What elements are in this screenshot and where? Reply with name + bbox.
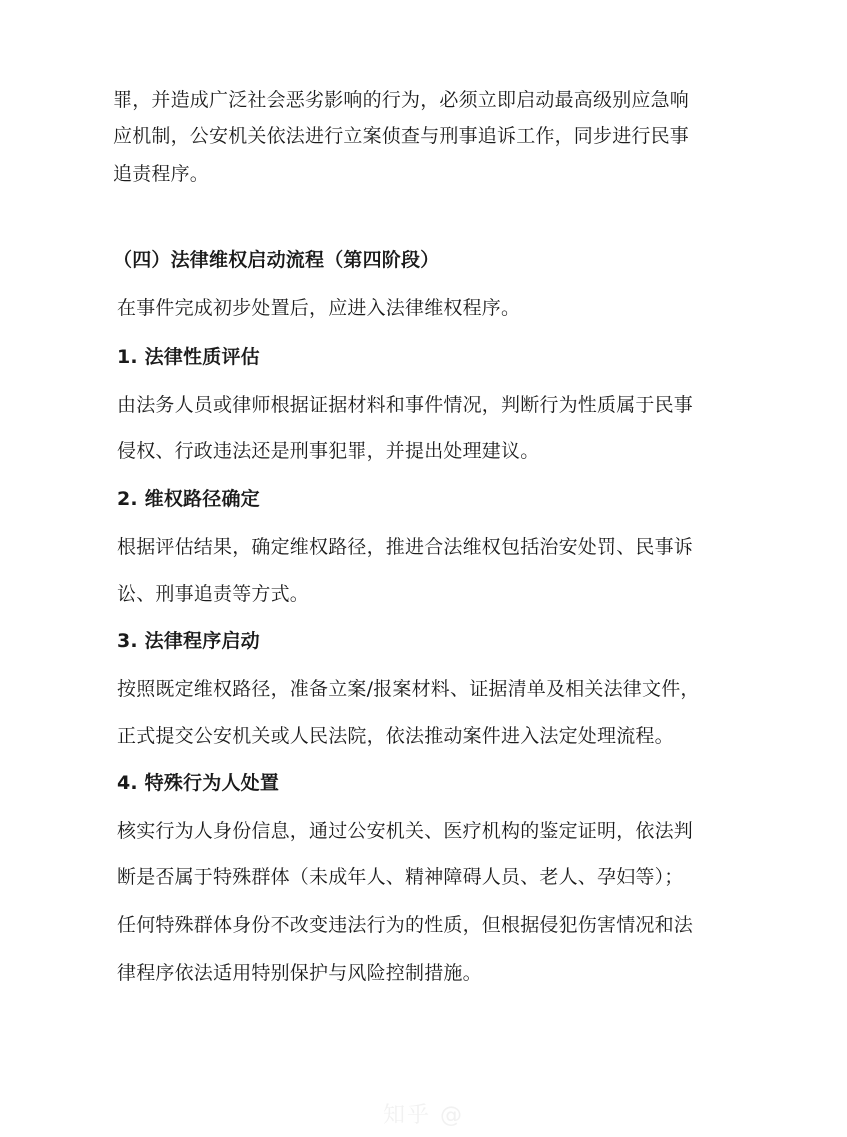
item-2-line-1: 根据评估结果，确定维权路径，推进合法维权包括治安处罚、民事诉 [117,536,694,558]
intro-line-3: 追责程序。 [113,163,210,185]
item-4-line-1: 核实行为人身份信息，通过公安机关、医疗机构的鉴定证明，依法判 [117,820,694,842]
item-2-line-2: 讼、刑事追责等方式。 [117,583,310,605]
item-1-line-1: 由法务人员或律师根据证据材料和事件情况，判断行为性质属于民事 [117,394,694,416]
item-4-heading: 4. 特殊行为人处置 [117,772,280,794]
item-1-heading: 1. 法律性质评估 [117,346,260,368]
intro-line-2: 应机制，公安机关依法进行立案侦查与刑事追诉工作，同步进行民事 [113,125,690,147]
item-4-line-3: 任何特殊群体身份不改变违法行为的性质，但根据侵犯伤害情况和法 [117,914,694,936]
item-3-line-1: 按照既定维权路径，准备立案/报案材料、证据清单及相关法律文件， [117,678,700,700]
item-3-heading: 3. 法律程序启动 [117,630,260,652]
watermark: 知乎 @ [383,1103,464,1128]
item-4-line-2: 断是否属于特殊群体（未成年人、精神障碍人员、老人、孕妇等）； [117,866,684,888]
section-title: （四）法律维权启动流程（第四阶段） [113,249,440,271]
item-1-line-2: 侵权、行政违法还是刑事犯罪，并提出处理建议。 [117,440,540,462]
intro-line-1: 罪，并造成广泛社会恶劣影响的行为，必须立即启动最高级别应急响 [113,89,690,111]
section-intro: 在事件完成初步处置后，应进入法律维权程序。 [117,297,521,319]
item-4-line-4: 律程序依法适用特别保护与风险控制措施。 [117,962,482,984]
item-3-line-2: 正式提交公安机关或人民法院，依法推动案件进入法定处理流程。 [117,725,674,747]
item-2-heading: 2. 维权路径确定 [117,488,260,510]
